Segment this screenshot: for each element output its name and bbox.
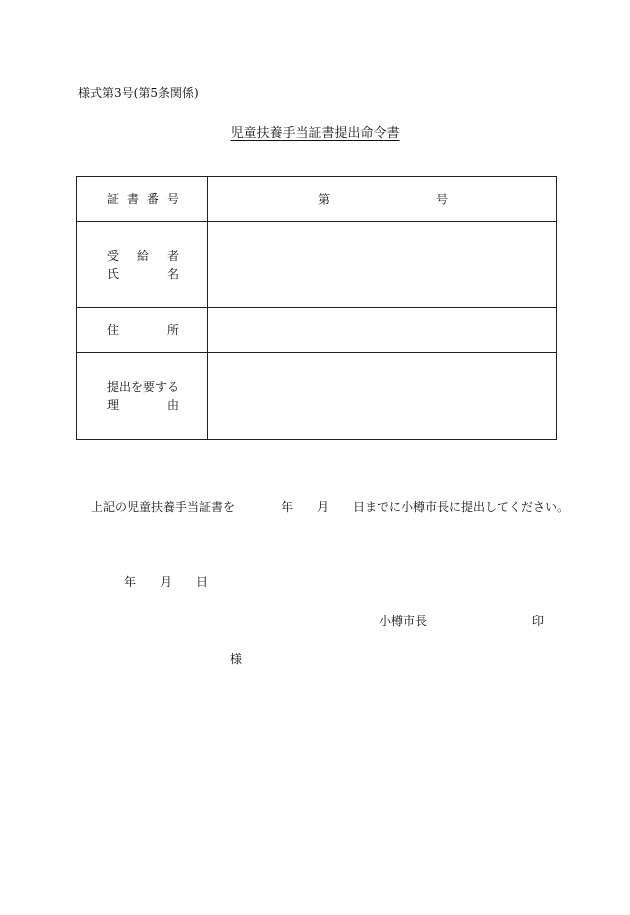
reason-field[interactable] [208, 353, 557, 440]
document-title [0, 122, 630, 141]
certificate-table [76, 176, 557, 440]
instruction-text: 上記の児童扶養手当証書を [91, 500, 236, 514]
number-suffix: 号 [436, 192, 449, 207]
label-text: 提出を要する [107, 380, 180, 395]
certificate-number-field[interactable] [208, 177, 557, 222]
row-reason [77, 353, 557, 440]
document-title-text: 児童扶養手当証書提出命令書 [230, 126, 400, 141]
form-number: 様式第3号(第5条関係) [78, 86, 199, 100]
issue-date [124, 573, 208, 590]
label-char: 由 [166, 398, 179, 413]
label-char: 所 [166, 323, 179, 338]
label-char: 書 [126, 191, 139, 206]
label-char: 住 [107, 323, 120, 338]
label-certificate-number [77, 177, 208, 222]
seal-mark: 印 [532, 614, 545, 628]
label-char: 者 [166, 248, 179, 263]
addressee-suffix: 様 [230, 652, 243, 666]
label-char: 号 [166, 191, 179, 206]
row-certificate-number [77, 177, 557, 222]
instruction-text: 日までに小樽市長に提出してください。 [353, 500, 570, 514]
row-recipient-name [77, 221, 557, 308]
number-prefix: 第 [318, 192, 331, 207]
label-char: 受 [107, 248, 120, 263]
date-year: 年 [124, 575, 137, 589]
label-reason [77, 353, 208, 440]
submission-instruction [91, 498, 569, 515]
recipient-name-field[interactable] [208, 221, 557, 308]
row-address [77, 308, 557, 353]
label-char: 理 [107, 398, 120, 413]
date-month: 月 [160, 575, 173, 589]
label-recipient-name [77, 221, 208, 308]
issuer-name: 小樽市長 [379, 614, 428, 628]
label-char: 給 [136, 248, 149, 263]
label-char: 名 [166, 266, 179, 281]
deadline-month: 月 [317, 500, 330, 514]
label-char: 番 [146, 191, 159, 206]
date-day: 日 [196, 575, 209, 589]
label-address [77, 308, 208, 353]
deadline-year: 年 [281, 500, 294, 514]
label-char: 氏 [107, 266, 120, 281]
label-char: 証 [107, 191, 120, 206]
address-field[interactable] [208, 308, 557, 353]
